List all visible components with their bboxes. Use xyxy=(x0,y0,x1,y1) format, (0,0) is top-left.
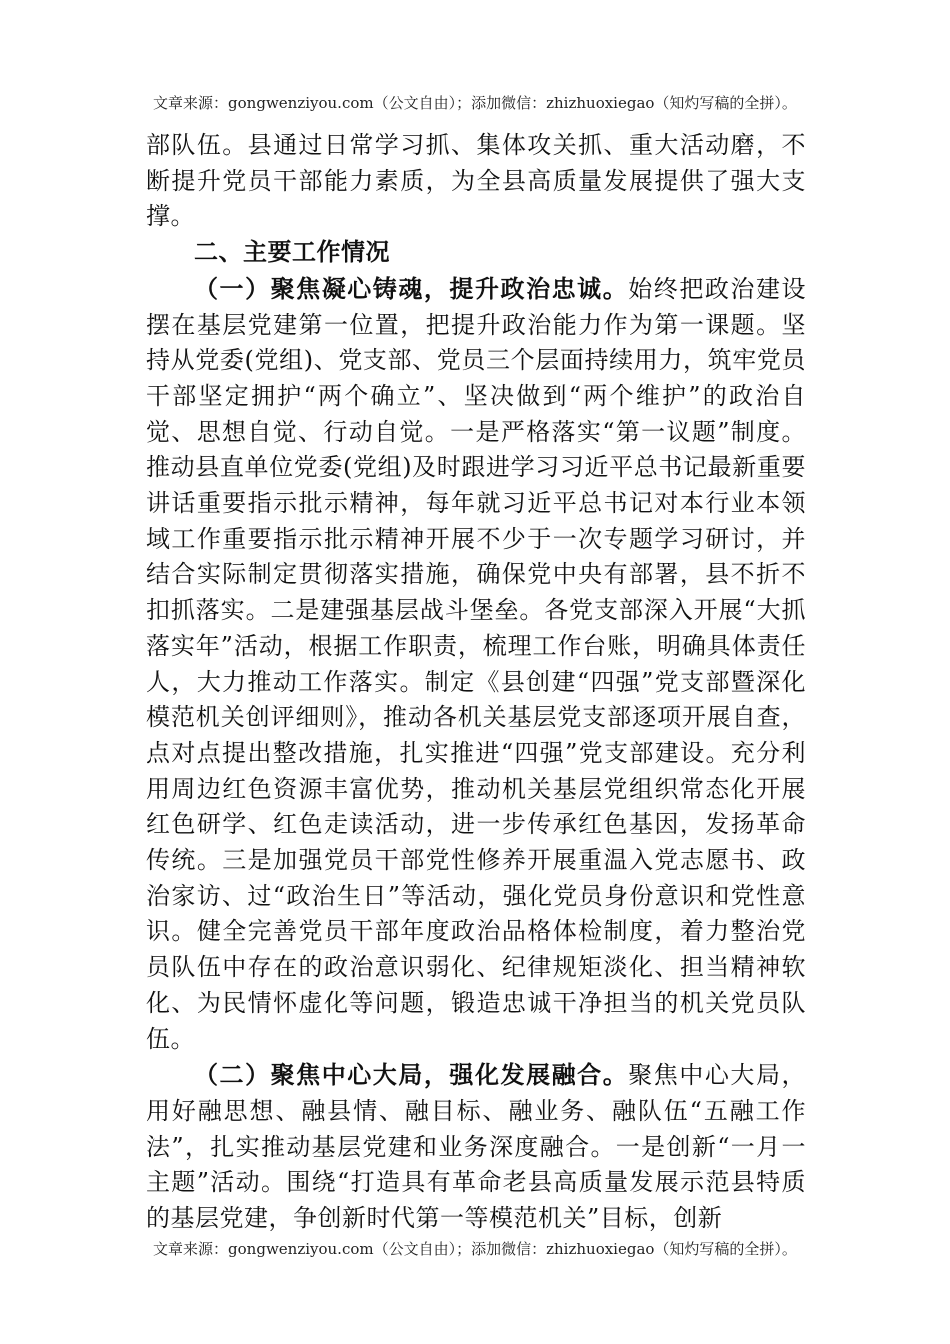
document-body xyxy=(146,128,806,1237)
section-heading: 二、主要工作情况 xyxy=(194,238,390,267)
source-footer: 文章来源：gongwenziyou.com（公文自由）；添加微信：zhizhuoxiegao（知灼写稿的全拼）。 xyxy=(153,1240,797,1258)
paragraph-1 xyxy=(146,271,806,1057)
paragraph-2-title: （二）聚焦中心大局，强化发展融合。 xyxy=(194,1060,629,1090)
paragraph-2 xyxy=(146,1057,806,1237)
paragraph-1-title: （一）聚焦凝心铸魂，提升政治忠诚。 xyxy=(194,273,629,303)
continued-paragraph: 部队伍。县通过日常学习抓、集体攻关抓、重大活动磨，不断提升党员干部能力素质，为全县高质量发展提供了强大支撑。 xyxy=(146,131,806,231)
paragraph-1-text: 始终把政治建设摆在基层党建第一位置，把提升政治能力作为第一课题。坚持从党委(党组)、党支部、党员三个层面持续用力，筑牢党员干部坚定拥护“两个确立”、坚决做到“两个维护”的政治自觉、思想自觉、行动自觉。一是严格落实“第一议题”制度。推动县直单位党委(党组)及时跟进学习习近平总书记最新重要讲话重要指示批示精神，每年就习近平总书记对本行业本领域工作重要指示批示精神开展不少于一次专题学习研讨，并结合实际制定贯彻落实措施，确保党中央有部署，县不折不扣抓落实。二是建强基层战斗堡垒。各党支部深入开展“大抓落实年”活动，根据工作职责，梳理工作台账，明确具体责任人，大力推动工作落实。制定《县创建“四强”党支部暨深化模范机关创评细则》，推动各机关基层党支部逐项开展自查，点对点提出整改措施，扎实推进“四强”党支部建设。充分利用周边红色资源丰富优势，推动机关基层党组织常态化开展红色研学、红色走读活动，进一步传承红色基因，发扬革命传统。三是加强党员干部党性修养开展重温入党志愿书、政治家访、过“政治生日”等活动，强化党员身份意识和党性意识。健全完善党员干部年度政治品格体检制度，着力整治党员队伍中存在的政治意识弱化、纪律规矩淡化、担当精神软化、为民情怀虚化等问题，锻造忠诚干净担当的机关党员队伍。 xyxy=(146,274,807,1053)
paragraph-2-text: 聚焦中心大局，用好融思想、融县情、融目标、融业务、融队伍“五融工作法”，扎实推动基层党建和业务深度融合。一是创新“一月一主题”活动。围绕“打造具有革命老县高质量发展示范县特质的基层党建，争创新时代第一等模范机关”目标，创新 xyxy=(146,1061,807,1233)
source-header: 文章来源：gongwenziyou.com（公文自由）；添加微信：zhizhuoxiegao（知灼写稿的全拼）。 xyxy=(153,94,797,112)
